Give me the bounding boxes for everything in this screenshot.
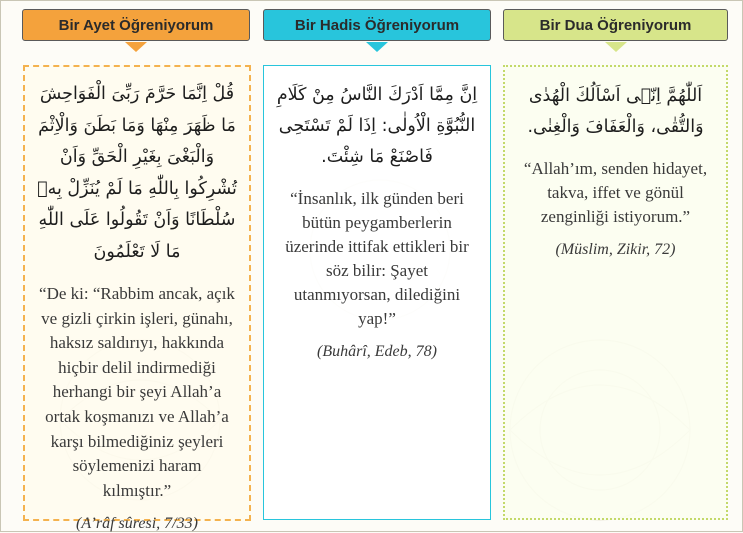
dua-title: Bir Dua Öğreniyorum: [539, 16, 692, 34]
hadis-arabic-text: اِنَّ مِمَّا اَدْرَكَ النَّاسُ مِنْ كَلَامِ النُّبُوَّةِ الْاُولٰى: اِذَا لَمْ تَسْتَحِى فَاصْنَعْ مَا شِئْتَ.: [276, 85, 478, 167]
dua-arabic-text: اَللّٰهُمَّ اِنّ۪ى اَسْاَلُكَ الْهُدٰى وَالتُّقٰى، وَالْعَفَافَ وَالْغِنٰى.: [527, 86, 704, 137]
hadis-panel: [263, 65, 491, 520]
dua-source: (Müslim, Zikir, 72): [555, 241, 676, 258]
ayet-arabic-text: قُلْ اِنَّمَا حَرَّمَ رَبِّىَ الْفَوَاحِشَ مَا ظَهَرَ مِنْهَا وَمَا بَطَنَ وَالْاِثْمَ وَالْبَغْىَ بِغَيْرِ الْحَقِّ وَاَنْ تُشْرِكُوا بِاللّٰهِ مَا لَمْ يُنَزِّلْ بِه۪ سُلْطَانًا وَاَنْ تَقُولُوا عَلَى اللّٰهِ مَا لَا تَعْلَمُونَ: [37, 84, 237, 262]
dua-header: [503, 9, 728, 41]
ayet-arrow-icon: [125, 42, 147, 52]
ayet-title: Bir Ayet Öğreniyorum: [58, 16, 214, 34]
ayet-header: [22, 9, 250, 41]
dua-arrow-icon: [605, 42, 627, 52]
ayet-panel: [23, 65, 251, 533]
hadis-title: Bir Hadis Öğreniyorum: [294, 16, 460, 34]
ayet-translation: “De ki: “Rabbim ancak, açık ve gizli çirkin işleri, günahı, haksız saldırıyı, hakkında hiçbir delil indirmediği herhangi bir şeyi Allah’a ortak koşmanızı ve Allah’a karşı bilmediğiniz şeyleri söylemenizi haram kılmıştır.”: [39, 284, 235, 500]
dua-panel: [503, 65, 728, 520]
hadis-source: (Buhârî, Edeb, 78): [317, 343, 437, 360]
hadis-translation: “İnsanlık, ilk günden beri bütün peygamberlerin üzerinde ittifak ettikleri bir söz bilir: Şayet utanmıyorsan, dilediğini yap!”: [285, 189, 469, 328]
dua-translation: “Allah’ım, senden hidayet, takva, iffet ve gönül zenginliği istiyorum.”: [523, 159, 708, 226]
hadis-arrow-icon: [366, 42, 388, 52]
ayet-source: (A’râf sûresi, 7/33): [76, 515, 198, 533]
hadis-header: [263, 9, 491, 41]
